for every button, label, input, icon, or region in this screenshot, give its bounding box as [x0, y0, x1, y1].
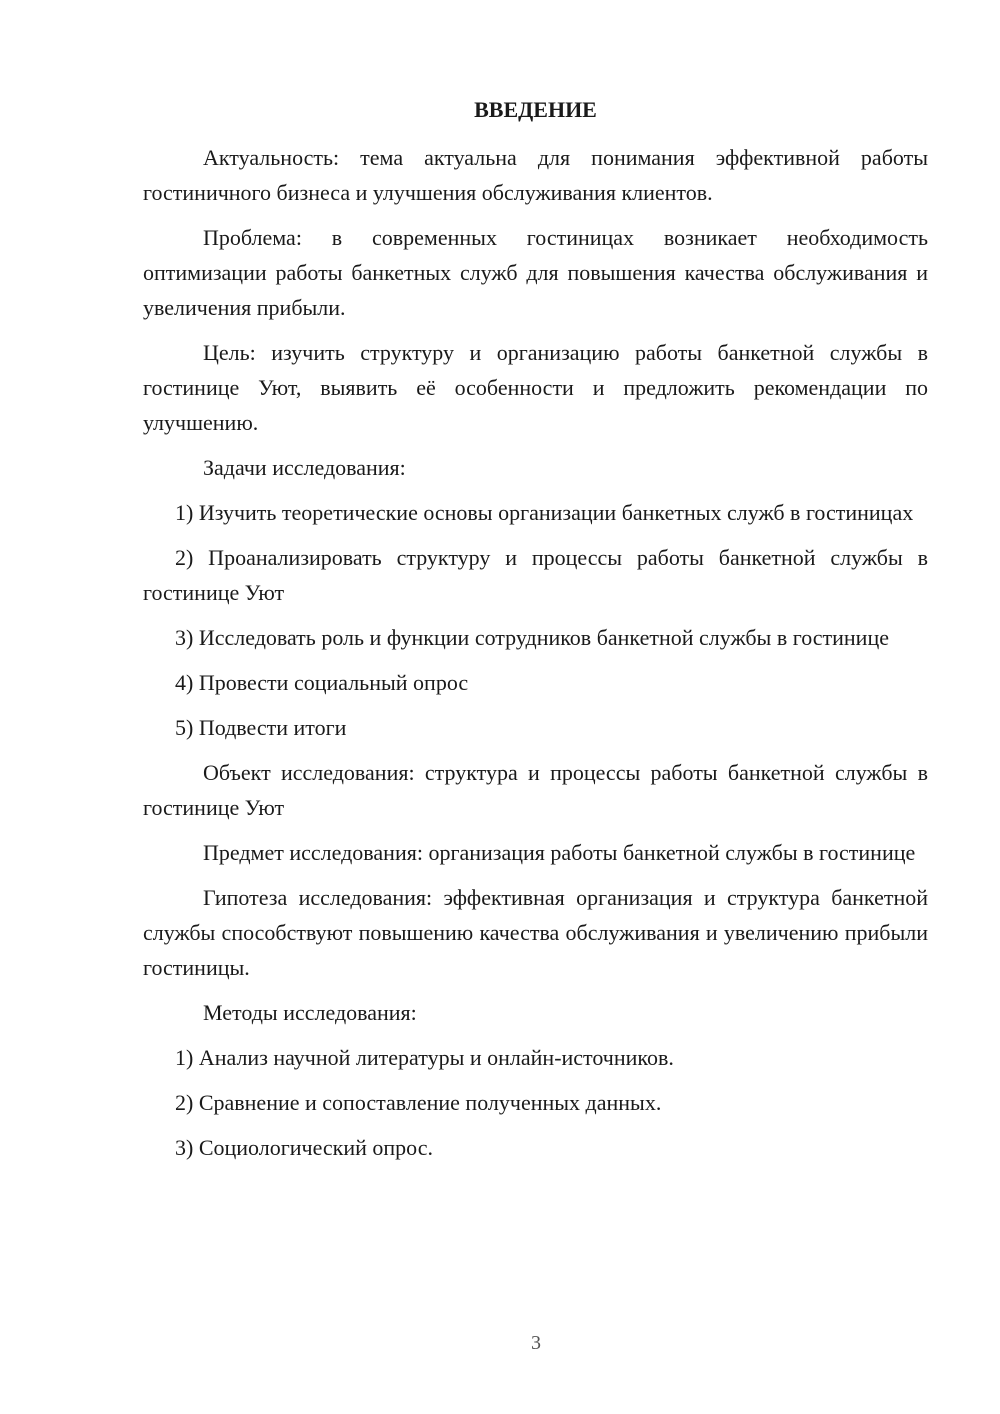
object-paragraph: Объект исследования: структура и процессы работы банкетной службы в гостинице Уют — [143, 760, 928, 820]
page-title: ВВЕДЕНИЕ — [474, 97, 597, 122]
method-item: 3) Социологический опрос. — [175, 1135, 433, 1160]
task-item: 2) Проанализировать структуру и процессы работы банкетной службы в гостинице Уют — [143, 545, 928, 605]
task-item: 5) Подвести итоги — [175, 715, 347, 740]
hypothesis-paragraph: Гипотеза исследования: эффективная организация и структура банкетной службы способствуют повышению качества обслуживания и увеличению прибыли гостиницы. — [143, 885, 928, 980]
problem-paragraph: Проблема: в современных гостиницах возникает необходимость оптимизации работы банкетных служб для повышения качества обслуживания и увеличения прибыли. — [143, 225, 928, 320]
task-item: 1) Изучить теоретические основы организации банкетных служб в гостиницах — [175, 500, 914, 525]
tasks-heading: Задачи исследования: — [203, 455, 406, 480]
relevance-paragraph: Актуальность: тема актуальна для понимания эффективной работы гостиничного бизнеса и улучшения обслуживания клиентов. — [143, 145, 928, 205]
page-number: 3 — [531, 1332, 541, 1354]
document-body — [143, 90, 928, 1175]
subject-paragraph: Предмет исследования: организация работы банкетной службы в гостинице — [203, 840, 916, 865]
method-item: 2) Сравнение и сопоставление полученных данных. — [175, 1090, 662, 1115]
goal-paragraph: Цель: изучить структуру и организацию работы банкетной службы в гостинице Уют, выявить её особенности и предложить рекомендации по улучшению. — [143, 340, 928, 435]
task-item: 3) Исследовать роль и функции сотрудников банкетной службы в гостинице — [175, 625, 889, 650]
method-item: 1) Анализ научной литературы и онлайн-источников. — [175, 1045, 674, 1070]
methods-heading: Методы исследования: — [203, 1000, 417, 1025]
task-item: 4) Провести социальный опрос — [175, 670, 469, 695]
